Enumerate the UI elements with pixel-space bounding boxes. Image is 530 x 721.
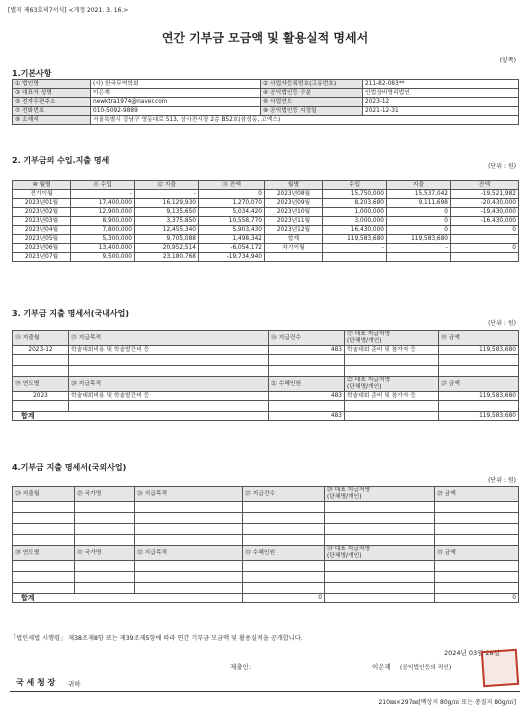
empty-cell (435, 502, 519, 513)
empty-cell (345, 412, 439, 421)
empty-cell (75, 513, 135, 524)
page-side: (앞쪽) (499, 57, 516, 64)
table-row (13, 535, 519, 546)
recipient-suffix: 귀하 (68, 680, 81, 688)
empty-cell (435, 535, 519, 546)
column-header: ㉙ 금액 (435, 487, 519, 502)
empty-cell (13, 355, 69, 366)
overseas-spending-table (12, 486, 519, 603)
income-cell: 16,430,000 (323, 226, 387, 235)
empty-cell (135, 513, 243, 524)
table-row (13, 98, 519, 107)
section-4-unit: (단위 : 원) (488, 477, 516, 484)
empty-cell (135, 561, 243, 572)
income-cell: 1,000,000 (323, 208, 387, 217)
empty-cell (325, 572, 435, 583)
table-row (13, 116, 519, 125)
address-value: 서울특별시 강남구 영동대로 513, 상사전시장 2층 B52호(삼성동, 코엑스) (91, 116, 519, 125)
empty-cell (135, 502, 243, 513)
empty-cell (13, 366, 69, 377)
column-header: 지출 (387, 181, 451, 190)
empty-cell (439, 355, 519, 366)
expense-cell: 3,375,850 (135, 217, 199, 226)
balance-cell: -19,521,982 (451, 190, 519, 199)
field-label: ③ 대표자 성명 (13, 89, 91, 98)
field-label: ⑨ 소재지 (13, 116, 91, 125)
column-header: ⑭ 지출월 (13, 331, 69, 346)
payee-cell: 학술대회 준비 및 참가자 등 (345, 392, 439, 401)
empty-cell (13, 401, 69, 412)
balance-cell: 0 (199, 190, 265, 199)
column-header: 수입 (323, 181, 387, 190)
empty-cell (325, 594, 435, 603)
month-cell: 2023년03월 (13, 217, 71, 226)
balance-cell: 0 (451, 244, 519, 253)
table-row (13, 190, 519, 199)
empty-cell (439, 366, 519, 377)
column-header: ㉘ 대표 지급처명 (단체명/개인) (325, 487, 435, 502)
column-header: ㉛ 국가명 (75, 546, 135, 561)
income-cell: 8,900,000 (71, 217, 135, 226)
empty-cell (269, 401, 345, 412)
month-cell: 2023년12월 (265, 226, 323, 235)
balance-cell: 10,558,770 (199, 217, 265, 226)
empty-cell (325, 583, 435, 594)
table-row (13, 366, 519, 377)
expense-cell: - (135, 190, 199, 199)
month-cell: 2023년06월 (13, 244, 71, 253)
table-row (13, 513, 519, 524)
field-value: (사) 한국무역학회 (91, 80, 261, 89)
table-header-row (13, 487, 519, 502)
empty-cell (325, 524, 435, 535)
empty-cell (243, 524, 325, 535)
month-cell: 2023년05월 (13, 235, 71, 244)
expense-cell: 15,537,042 (387, 190, 451, 199)
balance-cell: 0 (451, 226, 519, 235)
empty-cell (75, 502, 135, 513)
column-header: ㉚ 연도별 (13, 546, 75, 561)
income-cell: 9,500,000 (71, 253, 135, 262)
footer-rule (10, 691, 520, 692)
expense-cell: 9,705,088 (135, 235, 199, 244)
empty-cell (345, 355, 439, 366)
income-cell: 5,300,000 (71, 235, 135, 244)
total-count: 483 (269, 412, 345, 421)
expense-cell: 0 (387, 208, 451, 217)
empty-cell (13, 502, 75, 513)
month-cell: 2023년08월 (265, 190, 323, 199)
field-label: ⑤ 전자우편주소 (13, 98, 91, 107)
empty-cell (325, 513, 435, 524)
empty-cell (13, 535, 75, 546)
month-cell: 2023년04월 (13, 226, 71, 235)
balance-cell: 1,498,342 (199, 235, 265, 244)
total-row (13, 594, 519, 603)
empty-cell (69, 355, 269, 366)
empty-cell (435, 583, 519, 594)
empty-cell (243, 583, 325, 594)
page-title: 연간 기부금 모금액 및 활용실적 명세서 (161, 31, 369, 45)
empty-cell (439, 401, 519, 412)
table-header-row (13, 546, 519, 561)
balance-cell: -20,430,000 (451, 199, 519, 208)
income-cell: 12,900,000 (71, 208, 135, 217)
balance-cell: 5,034,420 (199, 208, 265, 217)
balance-cell: -19,430,000 (451, 208, 519, 217)
income-cell: - (71, 190, 135, 199)
expense-cell: 9,135,650 (135, 208, 199, 217)
empty-cell (75, 583, 135, 594)
section-2-unit: (단위 : 원) (488, 163, 516, 170)
total-amount: 119,583,680 (439, 412, 519, 421)
empty-cell (13, 513, 75, 524)
amount-cell: 119,583,680 (439, 392, 519, 401)
basic-info-table (12, 79, 519, 125)
paper-spec: 210㎜×297㎜[백상지 80g/㎡ 또는 중질지 80g/㎡] (378, 699, 516, 706)
empty-cell (345, 401, 439, 412)
column-header: ⑬ 잔액 (199, 181, 265, 190)
income-expense-table (12, 180, 519, 262)
empty-cell (243, 561, 325, 572)
expense-cell: 0 (387, 226, 451, 235)
column-header: ⑱ 금액 (439, 331, 519, 346)
month-cell: 2023년02월 (13, 208, 71, 217)
column-header: ㉜ 지급목적 (135, 546, 243, 561)
column-header: ⑮ 지급목적 (69, 331, 269, 346)
column-header: ㉒ 대표 지급처명 (단체명/개인) (345, 377, 439, 392)
column-header: ⑲ 연도별 (13, 377, 69, 392)
table-row (13, 355, 519, 366)
expense-cell: 119,583,680 (387, 235, 451, 244)
field-value: 2023-12 (363, 98, 519, 107)
empty-cell (243, 502, 325, 513)
total-amount: 0 (435, 594, 519, 603)
empty-cell (435, 524, 519, 535)
column-header: ⑯ 지급건수 (269, 331, 345, 346)
column-header: 월별 (265, 181, 323, 190)
table-row (13, 107, 519, 116)
official-seal (481, 649, 519, 687)
field-label: ⑧ 공익법인등 지정일 (261, 107, 363, 116)
table-row (13, 208, 519, 217)
empty-cell (325, 561, 435, 572)
column-header: ⑩ 월별 (13, 181, 71, 190)
field-value: 2021-12-31 (363, 107, 519, 116)
income-cell: - (323, 244, 387, 253)
section-3-heading: 3. 기부금 지출 명세서(국내사업) (12, 309, 130, 318)
empty-cell (13, 583, 75, 594)
section-2-heading: 2. 기부금의 수입.지출 명세 (12, 156, 110, 165)
column-header: 잔액 (451, 181, 519, 190)
field-value: 이은재 (91, 89, 261, 98)
field-label: ⑥ 사업연도 (261, 98, 363, 107)
empty-cell (75, 572, 135, 583)
table-row (13, 253, 519, 262)
year-cell: 2023 (13, 392, 69, 401)
count-cell: 483 (269, 392, 345, 401)
column-header: ㉗ 지급건수 (243, 487, 325, 502)
month-cell: 전기이월 (13, 190, 71, 199)
balance-cell: -6,054,172 (199, 244, 265, 253)
empty-cell (345, 366, 439, 377)
column-header: ㉑ 수혜인원 (269, 377, 345, 392)
expense-cell: 12,455,340 (135, 226, 199, 235)
income-cell: 8,203,680 (323, 199, 387, 208)
empty-cell (435, 572, 519, 583)
field-label: ② 사업자등록번호(고유번호) (261, 80, 363, 89)
empty-cell (387, 253, 451, 262)
seal-note: (공익법인등의 직인) (400, 665, 452, 671)
empty-cell (325, 502, 435, 513)
empty-cell (13, 572, 75, 583)
table-header-row (13, 331, 519, 346)
table-row (13, 199, 519, 208)
empty-cell (75, 561, 135, 572)
column-header: ⑪ 수입 (71, 181, 135, 190)
month-cell: 2023년09월 (265, 199, 323, 208)
balance-cell: -19,734,940 (199, 253, 265, 262)
income-cell: 15,750,000 (323, 190, 387, 199)
submitter-label: 제출인: (230, 663, 252, 671)
empty-cell (269, 355, 345, 366)
purpose-cell: 학술대회비용 및 학술발간비 등 (69, 392, 269, 401)
empty-cell (135, 583, 243, 594)
field-value: 010-5092-9889 (91, 107, 261, 116)
empty-cell (269, 366, 345, 377)
column-header: ⑫ 지출 (135, 181, 199, 190)
month-cell: 2023년01월 (13, 199, 71, 208)
expense-cell: - (387, 244, 451, 253)
empty-cell (435, 513, 519, 524)
expense-cell: 0 (387, 217, 451, 226)
empty-cell (69, 401, 269, 412)
expense-cell: 20,952,514 (135, 244, 199, 253)
table-row (13, 583, 519, 594)
field-value: 211-82-083** (363, 80, 519, 89)
column-header: ⑰ 대표 지급처명 (단체명/개인) (345, 331, 439, 346)
column-header: ㉓ 금액 (439, 377, 519, 392)
income-cell: 119,583,680 (323, 235, 387, 244)
month-cell: 합계 (265, 235, 323, 244)
balance-cell: 5,903,430 (199, 226, 265, 235)
empty-cell (75, 524, 135, 535)
field-label: ⑦ 전화번호 (13, 107, 91, 116)
field-label: ④ 공익법인등 구분 (261, 89, 363, 98)
table-row (13, 80, 519, 89)
column-header: ㉝ 수혜인원 (243, 546, 325, 561)
balance-cell (451, 235, 519, 244)
month-cell: 차기이월 (265, 244, 323, 253)
recipient: 국 세 청 장 (16, 678, 56, 687)
month-cell: 2023-12 (13, 346, 69, 355)
table-row (13, 561, 519, 572)
column-header: ⑳ 지급목적 (69, 377, 269, 392)
table-row (13, 392, 519, 401)
column-header: ㉔ 지출월 (13, 487, 75, 502)
table-row (13, 235, 519, 244)
form-number: [별지 제63호의7서식] <개정 2021. 3. 16.> (8, 7, 129, 14)
month-cell: 2023년10월 (265, 208, 323, 217)
section-1-heading: 1.기본사항 (12, 69, 52, 78)
column-header: ㉞ 대표 지급처명 (단체명/개인) (325, 546, 435, 561)
field-value: newktra1974@naver.com (91, 98, 261, 107)
table-row (13, 244, 519, 253)
total-row (13, 412, 519, 421)
payee-cell: 학술대회 준비 및 참가자 등 (345, 346, 439, 355)
total-label: 합계 (13, 412, 269, 421)
table-header-row (13, 377, 519, 392)
empty-cell (135, 535, 243, 546)
empty-cell (323, 253, 387, 262)
income-cell: 13,400,000 (71, 244, 135, 253)
domestic-spending-table (12, 330, 519, 421)
income-cell: 7,800,000 (71, 226, 135, 235)
expense-cell: 9,111,698 (387, 199, 451, 208)
column-header: ㉕ 국가명 (75, 487, 135, 502)
table-row (13, 217, 519, 226)
empty-cell (135, 524, 243, 535)
empty-cell (265, 253, 323, 262)
purpose-cell: 학술대회비용 및 학술발간비 등 (69, 346, 269, 355)
total-count: 0 (243, 594, 325, 603)
month-cell: 2023년07월 (13, 253, 71, 262)
table-row (13, 226, 519, 235)
empty-cell (243, 513, 325, 524)
expense-cell: 23,180,768 (135, 253, 199, 262)
empty-cell (243, 535, 325, 546)
empty-cell (451, 253, 519, 262)
table-row (13, 346, 519, 355)
table-header-row (13, 181, 519, 190)
table-row (13, 89, 519, 98)
field-value: 인법상비영리법인 (363, 89, 519, 98)
table-row (13, 572, 519, 583)
section-4-heading: 4.기부금 지출 명세서(국외사업) (12, 463, 127, 472)
amount-cell: 119,583,680 (439, 346, 519, 355)
empty-cell (13, 524, 75, 535)
empty-cell (243, 572, 325, 583)
empty-cell (69, 366, 269, 377)
table-row (13, 524, 519, 535)
disclosure-statement: 「법인세법 시행령」 제38조제8항 또는 제39조제5항에 따라 연간 기부금 모금액 및 활용실적을 공개합니다. (10, 635, 303, 642)
expense-cell: 16,129,930 (135, 199, 199, 208)
month-cell: 2023년11월 (265, 217, 323, 226)
empty-cell (13, 561, 75, 572)
table-row (13, 401, 519, 412)
empty-cell (75, 535, 135, 546)
balance-cell: -16,430,000 (451, 217, 519, 226)
income-cell: 17,400,000 (71, 199, 135, 208)
empty-cell (325, 535, 435, 546)
balance-cell: 1,270,070 (199, 199, 265, 208)
submission-date: 2024년 03월 28일 (443, 649, 500, 657)
count-cell: 483 (269, 346, 345, 355)
column-header: ㉖ 지급목적 (135, 487, 243, 502)
field-label: ① 법인명 (13, 80, 91, 89)
income-cell: 3,000,000 (323, 217, 387, 226)
section-3-unit: (단위 : 원) (488, 320, 516, 327)
empty-cell (135, 572, 243, 583)
total-label: 합계 (13, 594, 243, 603)
table-row (13, 502, 519, 513)
column-header: ㉟ 금액 (435, 546, 519, 561)
empty-cell (435, 561, 519, 572)
submitter-name: 이은재 (372, 663, 391, 671)
